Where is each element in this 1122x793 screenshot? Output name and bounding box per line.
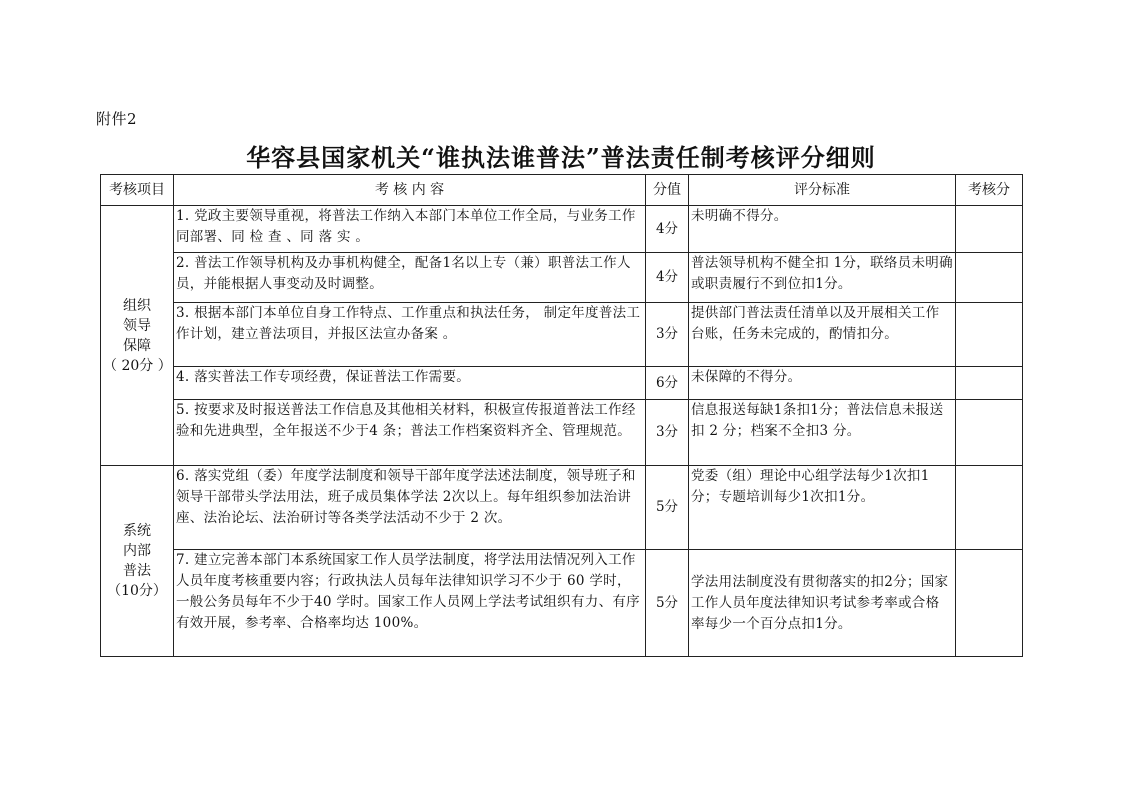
score-cell[interactable] <box>956 367 1023 400</box>
content-cell: 7. 建立完善本部门本系统国家工作人员学法制度，将学法用法情况列入工作人员年度考核重要内容；行政执法人员每年法律知识学习不少于 60 学时，一般公务员每年不少于40 学时。国家工作人员网上学法考试组织有力、有序有效开展，参考率、合格率均达 100%。 <box>174 550 646 657</box>
table-row <box>101 206 1023 253</box>
table-row <box>101 466 1023 550</box>
points-cell: 3分 <box>646 303 689 367</box>
header-points: 分值 <box>646 175 689 206</box>
table-header-row <box>101 175 1023 206</box>
document-title: 华容县国家机关“谁执法谁普法”普法责任制考核评分细则 <box>246 143 876 172</box>
criteria-cell: 提供部门普法责任清单以及开展相关工作台账，任务未完成的，酌情扣分。 <box>689 303 956 367</box>
category-label-system <box>101 466 174 657</box>
category-line: 系统 <box>123 523 151 539</box>
category-line: 普法 <box>123 563 151 579</box>
criteria-cell: 党委（组）理论中心组学法每少1次扣1分；专题培训每少1次扣1分。 <box>689 466 956 550</box>
score-cell[interactable] <box>956 253 1023 303</box>
header-item: 考核项目 <box>101 175 174 206</box>
content-cell: 6. 落实党组（委）年度学法制度和领导干部年度学法述法制度，领导班子和领导干部带头学法用法，班子成员集体学法 2次以上。每年组织参加法治讲座、法治论坛、法治研讨等各类学法活动不少于 2 次。 <box>174 466 646 550</box>
attachment-label: 附件2 <box>96 110 138 128</box>
table-row <box>101 400 1023 466</box>
category-line: 组织 <box>123 297 151 314</box>
category-line: （ 20分 ） <box>103 357 172 374</box>
criteria-cell: 未保障的不得分。 <box>689 367 956 400</box>
category-line: （10分） <box>107 583 167 599</box>
content-cell: 3. 根据本部门本单位自身工作特点、工作重点和执法任务， 制定年度普法工作计划，建立普法项目，并报区法宣办备案 。 <box>174 303 646 367</box>
table-row <box>101 550 1023 657</box>
table-row <box>101 367 1023 400</box>
criteria-cell: 学法用法制度没有贯彻落实的扣2分；国家工作人员年度法律知识考试参考率或合格率每少一个百分点扣1分。 <box>689 550 956 657</box>
points-cell: 5分 <box>646 550 689 657</box>
content-cell: 2. 普法工作领导机构及办事机构健全，配备1名以上专（兼）职普法工作人员，并能根据人事变动及时调整。 <box>174 253 646 303</box>
table-row <box>101 303 1023 367</box>
table-row <box>101 253 1023 303</box>
scoring-table <box>100 174 1023 657</box>
content-cell: 1. 党政主要领导重视，将普法工作纳入本部门本单位工作全局，与业务工作同部署、同 检 查 、同 落 实 。 <box>174 206 646 253</box>
score-cell[interactable] <box>956 466 1023 550</box>
points-cell: 4分 <box>646 253 689 303</box>
score-cell[interactable] <box>956 400 1023 466</box>
criteria-cell: 普法领导机构不健全扣 1分，联络员未明确或职责履行不到位扣1分。 <box>689 253 956 303</box>
category-line: 保障 <box>123 337 151 354</box>
criteria-cell: 信息报送每缺1条扣1分；普法信息未报送扣 2 分；档案不全扣3 分。 <box>689 400 956 466</box>
category-label-org <box>101 206 174 466</box>
points-cell: 3分 <box>646 400 689 466</box>
points-cell: 5分 <box>646 466 689 550</box>
header-score: 考核分 <box>956 175 1023 206</box>
score-cell[interactable] <box>956 303 1023 367</box>
category-line: 领导 <box>123 317 151 334</box>
header-content: 考 核 内 容 <box>174 175 646 206</box>
score-cell[interactable] <box>956 206 1023 253</box>
header-criteria: 评分标准 <box>689 175 956 206</box>
score-cell[interactable] <box>956 550 1023 657</box>
content-cell: 4. 落实普法工作专项经费，保证普法工作需要。 <box>174 367 646 400</box>
points-cell: 6分 <box>646 367 689 400</box>
content-cell: 5. 按要求及时报送普法工作信息及其他相关材料，积极宣传报道普法工作经验和先进典型，全年报送不少于4 条；普法工作档案资料齐全、管理规范。 <box>174 400 646 466</box>
category-line: 内部 <box>123 543 151 559</box>
criteria-cell: 未明确不得分。 <box>689 206 956 253</box>
points-cell: 4分 <box>646 206 689 253</box>
